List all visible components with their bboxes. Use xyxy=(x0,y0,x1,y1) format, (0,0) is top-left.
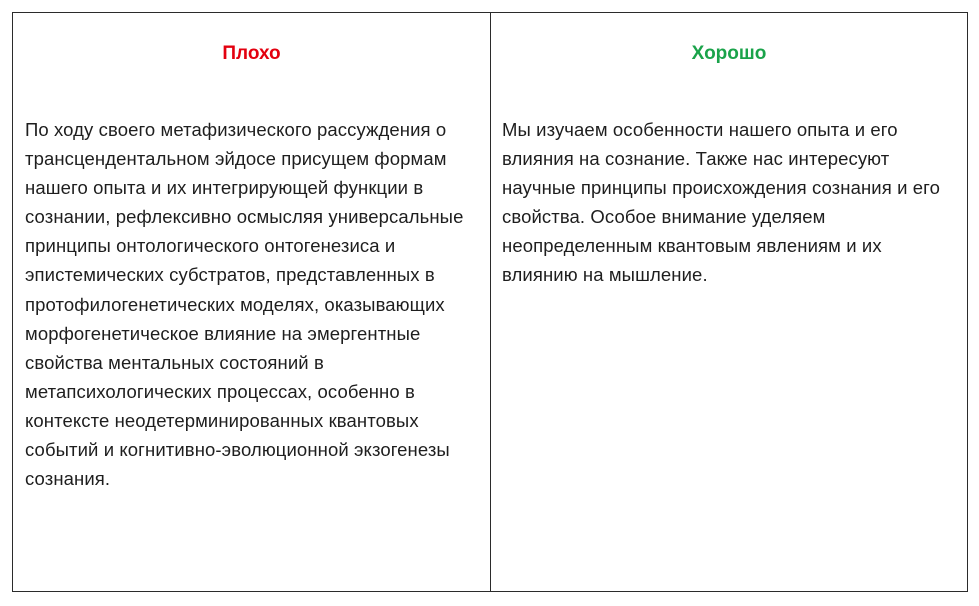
good-heading: Хорошо xyxy=(691,43,767,64)
bad-text: По ходу своего метафизического рассуждения о трансцендентальном эйдосе присущем формам нашего опыта и их интегрирующей функции в сознании, рефлексивно осмысляя универсальные принципы онтологического онтогенезиса и эпистемических субстратов, представленных в протофилогенетических моделях, оказывающих морфогенетическое влияние на эмергентные свойства ментальных состояний в метапсихологических процессах, особенно в контексте неодетерминированных квантовых событий и когнитивно-эволюционной экзогенезы сознания. xyxy=(25,119,464,490)
bad-column xyxy=(13,13,491,591)
good-column xyxy=(491,13,967,591)
good-text: Мы изучаем особенности нашего опыта и его влияния на сознание. Также нас интересуют научные принципы происхождения сознания и его свойства. Особое внимание уделяем неопределенным квантовым явлениям и их влиянию на мышление. xyxy=(502,119,940,286)
bad-heading: Плохо xyxy=(222,43,281,64)
comparison-table xyxy=(12,12,968,592)
